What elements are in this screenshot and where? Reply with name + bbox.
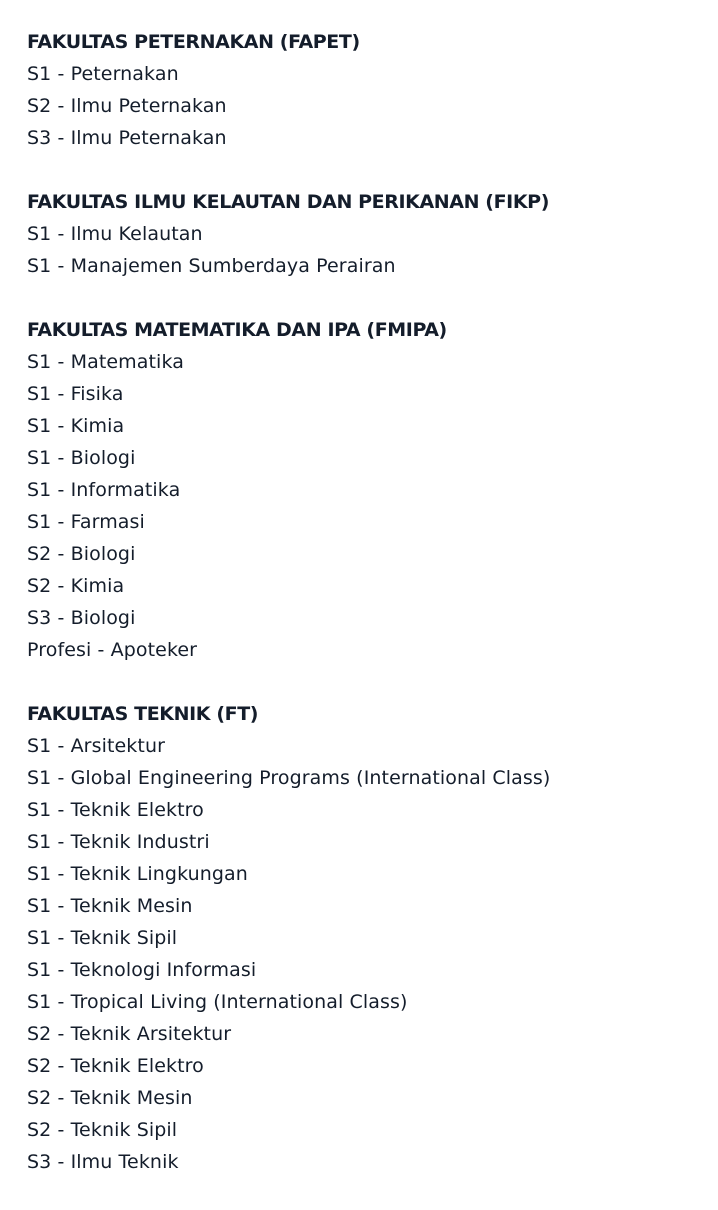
- program-item: S1 - Teknik Industri: [27, 831, 210, 853]
- faculty-program-list: [27, 26, 707, 1210]
- program-item: S1 - Teknologi Informasi: [27, 959, 257, 981]
- program-item: S2 - Ilmu Peternakan: [27, 95, 227, 117]
- program-item: S1 - Arsitektur: [27, 735, 166, 757]
- program-item: S1 - Ilmu Kelautan: [27, 223, 203, 245]
- program-item: S1 - Matematika: [27, 351, 184, 373]
- program-item: S1 - Teknik Sipil: [27, 927, 178, 949]
- program-item: S1 - Fisika: [27, 383, 124, 405]
- program-item: S2 - Teknik Arsitektur: [27, 1023, 232, 1045]
- program-item: S2 - Kimia: [27, 575, 125, 597]
- program-item: S1 - Informatika: [27, 479, 181, 501]
- program-item: S3 - Biologi: [27, 607, 136, 629]
- program-item: S1 - Peternakan: [27, 63, 179, 85]
- faculty-heading: FAKULTAS PETERNAKAN (FAPET): [27, 31, 360, 53]
- faculty-section: [27, 314, 707, 666]
- program-item: S2 - Teknik Elektro: [27, 1055, 204, 1077]
- program-item: S2 - Teknik Sipil: [27, 1119, 178, 1141]
- program-item: S3 - Ilmu Peternakan: [27, 127, 227, 149]
- faculty-section: [27, 698, 707, 1178]
- program-item: S1 - Global Engineering Programs (International Class): [27, 767, 551, 789]
- program-item: S1 - Teknik Mesin: [27, 895, 193, 917]
- faculty-section: [27, 26, 707, 154]
- program-item: S1 - Biologi: [27, 447, 136, 469]
- program-item: S2 - Teknik Mesin: [27, 1087, 193, 1109]
- program-item: S3 - Ilmu Teknik: [27, 1151, 179, 1173]
- program-item: S1 - Manajemen Sumberdaya Perairan: [27, 255, 396, 277]
- faculty-heading: FAKULTAS ILMU KELAUTAN DAN PERIKANAN (FIKP): [27, 191, 549, 213]
- faculty-heading: FAKULTAS TEKNIK (FT): [27, 703, 259, 725]
- program-item: S1 - Teknik Lingkungan: [27, 863, 248, 885]
- faculty-heading: FAKULTAS MATEMATIKA DAN IPA (FMIPA): [27, 319, 447, 341]
- program-item: Profesi - Apoteker: [27, 639, 198, 661]
- program-item: S1 - Farmasi: [27, 511, 145, 533]
- faculty-section: [27, 186, 707, 282]
- program-item: S1 - Kimia: [27, 415, 125, 437]
- program-item: S2 - Biologi: [27, 543, 136, 565]
- program-item: S1 - Teknik Elektro: [27, 799, 204, 821]
- program-item: S1 - Tropical Living (International Class): [27, 991, 408, 1013]
